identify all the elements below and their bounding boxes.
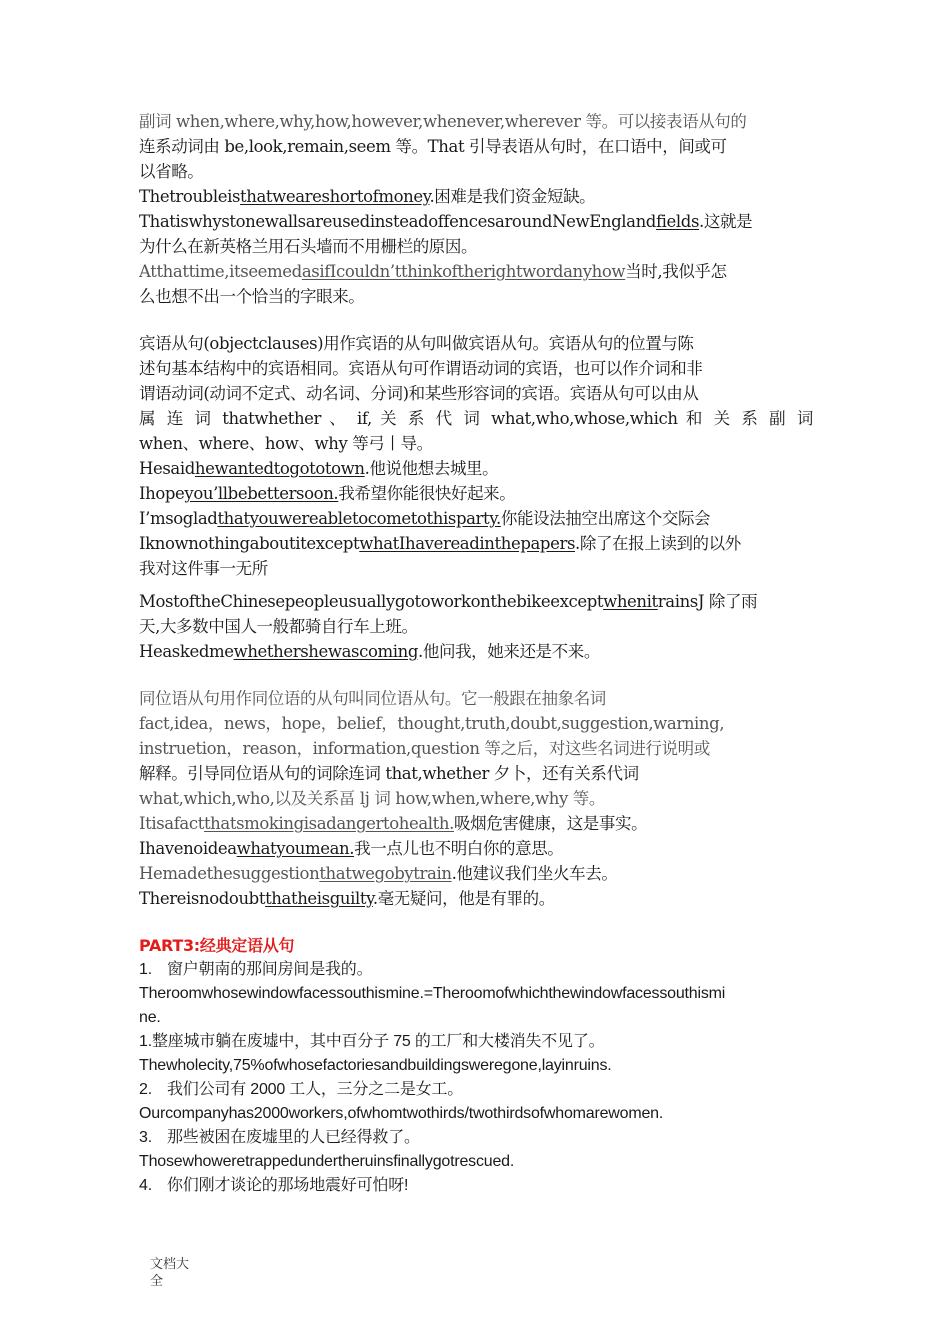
translation-text: 当时,我似乎怎 bbox=[625, 262, 727, 281]
example-line bbox=[139, 639, 813, 664]
paragraph-line: 副词 when,where,why,how,however,whenever,wherever 等。可以接表语从句的 bbox=[139, 112, 747, 131]
example-text: NewEngland bbox=[552, 212, 656, 231]
list-item-english: ne. bbox=[139, 1009, 161, 1026]
example-text: Thereisnodoubt bbox=[139, 889, 266, 908]
example-text: Itisafact bbox=[139, 814, 204, 833]
paragraph-line: 解释。引导同位语从句的词除连词 that,whether 夕卜，还有关系代词 bbox=[139, 764, 639, 783]
translation-text: 吸烟危害健康，这是事实。 bbox=[454, 814, 648, 833]
translation-text: .这就是 bbox=[699, 212, 753, 231]
item-number: 2. bbox=[139, 1081, 152, 1098]
example-line bbox=[139, 836, 813, 861]
paragraph-line: 谓语动词(动词不定式、动名词、分词)和某些形容词的宾语。宾语从句可以由从 bbox=[139, 384, 699, 403]
paragraph-line: what,which,who,以及关系畐 lj 词 how,when,where,why 等。 bbox=[139, 789, 605, 808]
translation-text: .除了在报上读到的以外 bbox=[575, 534, 741, 553]
example-text: Thatiswhystonewallsareusedinsteadoffencesaround bbox=[139, 212, 553, 231]
paragraph-line: fact,idea，news，hope，belief，thought,truth,doubt,suggestion,warning, bbox=[139, 714, 725, 733]
translation-text: .他建议我们坐火车去。 bbox=[451, 864, 618, 883]
example-text: MostoftheChinesepeopleusuallygotoworkonthebikeexcept bbox=[139, 592, 604, 611]
underlined-clause: fields bbox=[655, 212, 700, 231]
underlined-clause: you’llbebettersoon. bbox=[184, 484, 339, 503]
example-line: 天,大多数中国人一般都骑自行车上班。 bbox=[139, 617, 418, 636]
list-item bbox=[139, 1030, 813, 1054]
footer-text: 全 bbox=[150, 1274, 164, 1289]
underlined-clause: whatyoumean. bbox=[236, 839, 355, 858]
example-line bbox=[139, 259, 813, 284]
example-text: Ihavenoidea bbox=[139, 839, 237, 858]
list-item bbox=[139, 1174, 813, 1198]
example-text: Hemadethesuggestion bbox=[139, 864, 320, 883]
example-line bbox=[139, 861, 813, 886]
list-item bbox=[139, 958, 813, 982]
example-text: Atthattime,itseemed bbox=[139, 262, 302, 281]
underlined-clause: whethershewascoming bbox=[233, 642, 419, 661]
translation-text: .他问我，她来还是不来。 bbox=[418, 642, 600, 661]
example-text: Iknownothingaboutitexcept bbox=[139, 534, 360, 553]
appositive-section bbox=[139, 686, 813, 911]
item-chinese: 你们刚才谈论的那场地震好可怕呀! bbox=[167, 1177, 409, 1194]
translation-text: rainsJ 除了雨 bbox=[657, 592, 758, 611]
example-line: 为什么在新英格兰用石头墙而不用栅栏的原因。 bbox=[139, 237, 478, 256]
translation-text: .困难是我们资金短缺。 bbox=[429, 187, 596, 206]
example-line bbox=[139, 531, 813, 556]
example-line bbox=[139, 184, 813, 209]
paragraph-line: when、where、how、why 等弓丨导。 bbox=[139, 434, 433, 453]
underlined-clause: thatheisguilty bbox=[265, 889, 373, 908]
translation-text: .毫无疑问，他是有罪的。 bbox=[372, 889, 555, 908]
paragraph-line: 述句基本结构中的宾语相同。宾语从句可作谓语动词的宾语，也可以作介词和非 bbox=[139, 359, 703, 378]
paragraph-line: 连系动词由 be,look,remain,seem 等。That 引导表语从句时，在口语中，间或可 bbox=[139, 137, 727, 156]
paragraph-line: 属 连 词 thatwhether 、 if, 关 系 代 词 what,who,whose,which 和 关 系 副 词 bbox=[139, 409, 813, 428]
item-chinese: 1.整座城市躺在废墟中，其中百分子 75 的工厂和大楼消失不见了。 bbox=[139, 1033, 605, 1050]
item-chinese: 我们公司有 2000 工人，三分之二是女工。 bbox=[167, 1081, 464, 1098]
example-line bbox=[139, 481, 813, 506]
item-number: 4. bbox=[139, 1177, 152, 1194]
translation-text: 你能设法抽空出席这个交际会 bbox=[500, 509, 711, 528]
underlined-clause: whenit bbox=[603, 592, 658, 611]
item-chinese: 那些被困在废墟里的人已经得救了。 bbox=[167, 1129, 420, 1146]
underlined-clause: hewantedtogototown bbox=[194, 459, 365, 478]
line-gap bbox=[139, 581, 813, 589]
item-chinese: 窗户朝南的那间房间是我的。 bbox=[167, 961, 373, 978]
section-gap bbox=[139, 664, 813, 686]
paragraph-line: 同位语从句用作同位语的从句叫同位语从句。它一般跟在抽象名词 bbox=[139, 689, 606, 708]
list-item bbox=[139, 1126, 813, 1150]
example-line bbox=[139, 506, 813, 531]
example-line: 我对这件事一无所 bbox=[139, 559, 268, 578]
underlined-clause: thatweareshortofmoney bbox=[240, 187, 430, 206]
underlined-clause: whatIhavereadinthepapers bbox=[359, 534, 576, 553]
predicative-section bbox=[139, 109, 813, 309]
example-text: Hesaid bbox=[139, 459, 195, 478]
translation-text: .他说他想去城里。 bbox=[364, 459, 499, 478]
section-gap bbox=[139, 309, 813, 331]
item-number: 3. bbox=[139, 1129, 152, 1146]
example-text: Thetroubleis bbox=[139, 187, 241, 206]
object-section bbox=[139, 331, 813, 664]
example-line bbox=[139, 456, 813, 481]
part3-section bbox=[139, 933, 813, 1198]
example-line bbox=[139, 589, 813, 614]
footer-text: 文档大 bbox=[150, 1257, 190, 1272]
paragraph-line: 以省略。 bbox=[139, 162, 204, 181]
underlined-clause: thatsmokingisadangertohealth. bbox=[203, 814, 454, 833]
underlined-clause: thatwegobytrain bbox=[319, 864, 452, 883]
example-line bbox=[139, 209, 813, 234]
underlined-clause: thatyouwereabletocometothisparty. bbox=[217, 509, 501, 528]
example-line: 么也想不出一个恰当的字眼来。 bbox=[139, 287, 365, 306]
example-line bbox=[139, 886, 813, 911]
section-heading: PART3:经典定语从句 bbox=[139, 936, 295, 955]
translation-text: 我一点儿也不明白你的意思。 bbox=[354, 839, 564, 858]
document-page bbox=[139, 109, 813, 1198]
example-text: Heaskedme bbox=[139, 642, 234, 661]
underlined-clause: asifIcouldn’tthinkoftherightwordanyhow bbox=[301, 262, 626, 281]
item-number: 1. bbox=[139, 961, 152, 978]
list-item-english: Thewholecity,75%ofwhosefactoriesandbuildingsweregone,layinruins. bbox=[139, 1057, 612, 1074]
list-item-english: Thosewhoweretrappedundertheruinsfinallygotrescued. bbox=[139, 1153, 515, 1170]
example-text: Ihope bbox=[139, 484, 185, 503]
page-footer bbox=[150, 1256, 200, 1290]
list-item-english: Theroomwhosewindowfacessouthismine.=Theroomofwhichthewindowfacessouthismi bbox=[139, 985, 726, 1002]
paragraph-line: 宾语从句(objectclauses)用作宾语的从句叫做宾语从句。宾语从句的位置与陈 bbox=[139, 334, 694, 353]
list-item bbox=[139, 1078, 813, 1102]
section-gap bbox=[139, 911, 813, 933]
list-item-english: Ourcompanyhas2000workers,ofwhomtwothirds/twothirdsofwhomarewomen. bbox=[139, 1105, 664, 1122]
example-text: I’msoglad bbox=[139, 509, 218, 528]
paragraph-line: instruetion，reason，information,question 等之后，对这些名词进行说明或 bbox=[139, 739, 710, 758]
translation-text: 我希望你能很快好起来。 bbox=[338, 484, 516, 503]
example-line bbox=[139, 811, 813, 836]
